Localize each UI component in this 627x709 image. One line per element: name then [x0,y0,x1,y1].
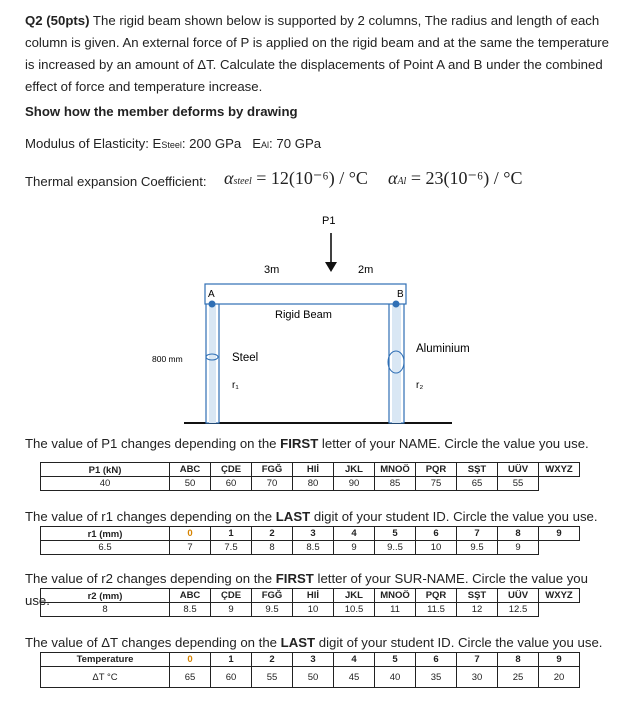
p1-header-cell: PQR [416,463,457,477]
r1-header-cell: 2 [252,527,293,541]
dt-header-cell: 2 [252,653,293,667]
r1-value-cell[interactable]: 9 [498,541,539,555]
r1-value-cell[interactable]: 7.5 [211,541,252,555]
question-label: Q2 (50pts) [25,13,90,28]
dt-header-cell: 8 [498,653,539,667]
r2-value-cell[interactable]: 10.5 [334,603,375,617]
p1-value-cell[interactable]: 80 [293,477,334,491]
dt-value-cell[interactable]: 40 [375,667,416,688]
dt-value-cell[interactable]: 55 [252,667,293,688]
p1-value-cell[interactable]: 85 [375,477,416,491]
p1-header-cell: ÇDE [211,463,252,477]
r2-value-cell[interactable]: 11.5 [416,603,457,617]
dt-value-cell[interactable]: 65 [170,667,211,688]
r1-value-cell[interactable]: 9.5 [457,541,498,555]
dt-header-cell: 3 [293,653,334,667]
r1-value-cell[interactable]: 8 [252,541,293,555]
load-arrowhead [325,262,337,272]
dt-value-cell[interactable]: 30 [457,667,498,688]
dt-header-cell: 7 [457,653,498,667]
p1-header-cell: FGĞ [252,463,293,477]
r1-header-cell: 9 [539,527,580,541]
dt-value-cell[interactable]: 50 [293,667,334,688]
r2-value-cell[interactable]: 8.5 [170,603,211,617]
dt-value-cell[interactable]: 20 [539,667,580,688]
r2-label: r2 (mm) [41,589,170,603]
alpha-al: αAl = 23(10⁻⁶) / °C [388,168,523,188]
r2-value-cell[interactable]: 12.5 [498,603,539,617]
r2-value-cell[interactable]: 11 [375,603,416,617]
steel-label: Steel [232,352,259,364]
dt-value-cell[interactable]: 25 [498,667,539,688]
dim-right-label: 2m [358,264,374,276]
r2-value-cell[interactable]: 12 [457,603,498,617]
r1-value-cell[interactable]: 10 [416,541,457,555]
dt-table [40,652,580,688]
p1-value-cell[interactable]: 90 [334,477,375,491]
question-text: The rigid beam shown below is supported by 2 columns, The radius and length of each column is given. An external force of P is applied on the rigid beam and at the same the temperature is increased by an amount of ΔT. Calculate the displacements of Point A and B under the combined effect of force and temperature increase. [25,13,610,94]
p1-table [40,462,580,491]
dim-left-label: 3m [264,264,280,276]
r1-value-cell[interactable]: 6.5 [41,541,170,555]
aluminium-label: Aluminium [416,343,470,355]
beam-label: Rigid Beam [275,309,332,321]
dt-label: ΔT °C [41,667,170,688]
p1-header-cell: UÜV [498,463,539,477]
dt-header-cell: 1 [211,653,252,667]
dt-value-cell[interactable]: 45 [334,667,375,688]
steel-column-inner [209,303,216,423]
height-label: 800 mm [152,354,183,364]
p1-value-cell[interactable]: 70 [252,477,293,491]
p1-header-cell: JKL [334,463,375,477]
r1-value-cell[interactable]: 7 [170,541,211,555]
pin-b [393,301,400,308]
r1-header-cell: 3 [293,527,334,541]
r1-intro: The value of r1 changes depending on the LAST digit of your student ID. Circle the value you use. [25,509,598,524]
r2-header-cell: ABC [170,589,211,603]
alpha-steel: αsteel = 12(10⁻⁶) / °C [224,168,368,188]
p1-header-cell: WXYZ [539,463,580,477]
r1-header-cell: 8 [498,527,539,541]
p1-value-cell[interactable]: 75 [416,477,457,491]
p1-value-cell[interactable]: 60 [211,477,252,491]
r2-header-cell: HIİ [293,589,334,603]
p1-header-cell: HIİ [293,463,334,477]
r2-header-cell: MNOÖ [375,589,416,603]
point-a-label: A [208,289,215,300]
r1-value-cell[interactable]: 8.5 [293,541,334,555]
r1-label: r₁ [232,380,239,391]
r1-table [40,526,580,555]
dt-header-cell: 6 [416,653,457,667]
dt-header-cell: 5 [375,653,416,667]
p1-value-cell[interactable]: 40 [41,477,170,491]
thermal-label: Thermal expansion Coefficient: [25,174,207,189]
r2-value-cell[interactable]: 9.5 [252,603,293,617]
dt-value-cell[interactable]: 60 [211,667,252,688]
modulus-line: Modulus of Elasticity: ESteel: 200 GPa EAl: 70 GPa [25,136,322,151]
r2-header-cell: SŞT [457,589,498,603]
r2-value-cell[interactable]: 8 [41,603,170,617]
dt-header-cell: 9 [539,653,580,667]
r2-intro: The value of r2 changes depending on the FIRST letter of your SUR-NAME. Circle the value you use. [25,571,588,608]
dt-intro: The value of ΔT changes depending on the LAST digit of your student ID. Circle the value you use. [25,635,603,650]
r1-header-cell: 7 [457,527,498,541]
r2-header-cell: PQR [416,589,457,603]
p1-label: P1 (kN) [41,463,170,477]
p1-value-cell[interactable]: 50 [170,477,211,491]
r1-header-cell: 0 [170,527,211,541]
p1-intro: The value of P1 changes depending on the FIRST letter of your NAME. Circle the value you use. [25,436,589,451]
r2-header-cell: JKL [334,589,375,603]
r2-header-cell: ÇDE [211,589,252,603]
r1-label: r1 (mm) [41,527,170,541]
p1-header-cell: MNOÖ [375,463,416,477]
p1-value-cell[interactable]: 55 [498,477,539,491]
r1-value-cell[interactable]: 9..5 [375,541,416,555]
r2-header-cell: FGĞ [252,589,293,603]
pin-a [209,301,216,308]
r1-value-cell[interactable]: 9 [334,541,375,555]
r2-value-cell[interactable]: 10 [293,603,334,617]
r2-value-cell[interactable]: 9 [211,603,252,617]
dt-label-top: Temperature [41,653,170,667]
r1-header-cell: 6 [416,527,457,541]
r2-header-cell: UÜV [498,589,539,603]
r2-table [40,588,580,617]
r1-header-cell: 5 [375,527,416,541]
dt-header-cell: 4 [334,653,375,667]
r1-header-cell: 4 [334,527,375,541]
p1-header-cell: SŞT [457,463,498,477]
dt-header-cell: 0 [170,653,211,667]
point-b-label: B [397,289,404,300]
load-label: P1 [322,215,336,227]
show-deform-instruction: Show how the member deforms by drawing [25,104,298,119]
dt-value-cell[interactable]: 35 [416,667,457,688]
r2-header-cell: WXYZ [539,589,580,603]
rigid-beam [205,284,406,304]
p1-header-cell: ABC [170,463,211,477]
r1-header-cell: 1 [211,527,252,541]
r2-label: r₂ [416,380,424,391]
aluminium-column-inner [392,303,401,423]
p1-value-cell[interactable]: 65 [457,477,498,491]
